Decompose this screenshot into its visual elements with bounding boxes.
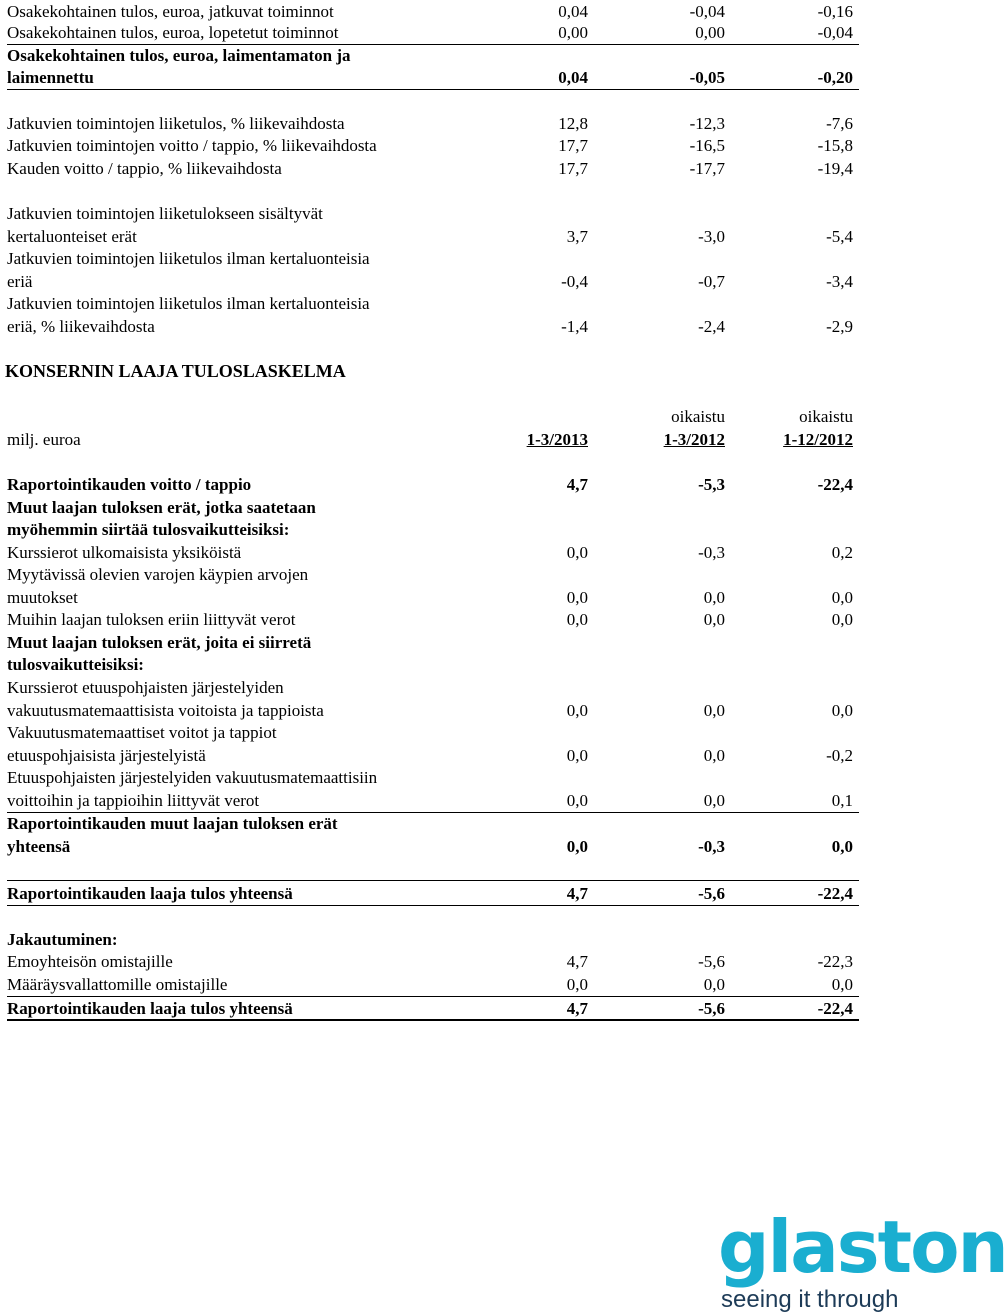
col-header-q1-2013: 1-3/2013 [526,430,588,449]
row-label-cont: eriä, % liikevaihdosta [7,317,155,336]
nonrecurring-row [7,315,859,338]
value-fy-2012: -0,2 [826,746,853,765]
actuarial-tax-row [7,789,859,812]
actuarial-tax-row-line1 [7,766,859,789]
row-label: Myytävissä olevien varojen käypien arvojen [7,565,309,584]
value-q1-2013: 17,7 [558,159,588,178]
glaston-logo [718,1205,1007,1315]
row-label-cont: voittoihin ja tappioihin liittyvät verot [7,791,260,810]
value-q1-2012: 0,0 [703,701,725,720]
row-label: Jatkuvien toimintojen liiketulos, % liikevaihdosta [7,114,345,133]
nonrecurring-row [7,270,859,293]
value-q1-2012: -3,0 [698,227,725,246]
value-fy-2012: -5,4 [826,227,853,246]
logo-tagline: seeing it through [721,1286,899,1313]
value-q1-2012: -5,3 [698,475,725,494]
eps-continuing-row [7,0,859,23]
row-label: Raportointikauden laaja tulos yhteensä [7,884,293,903]
row-label: Jatkuvien toimintojen liiketulos ilman kertaluonteisia [7,294,370,313]
distribution-heading [7,928,859,951]
header-notes-row [7,405,859,428]
value-q1-2012: -0,7 [698,272,725,291]
row-label: Osakekohtainen tulos, euroa, lopetetut toiminnot [7,23,339,42]
noreclass-heading-line2 [7,653,859,676]
eps-total-row-line1 [7,44,859,67]
nonrecurring-row [7,225,859,248]
row-label: Kurssierot etuuspohjaisten järjestelyiden [7,678,284,697]
value-q1-2012: 0,0 [703,746,725,765]
value-q1-2012: -5,6 [698,999,725,1018]
value-q1-2012: -16,5 [689,136,725,155]
col3-note: oikaistu [799,407,853,426]
value-q1-2013: 0,00 [558,23,588,42]
value-fy-2012: -2,9 [826,317,853,336]
value-q1-2013: 4,7 [566,884,588,903]
ratio-row [7,157,859,180]
row-label: Osakekohtainen tulos, euroa, jatkuvat toiminnot [7,2,334,21]
unit-label: milj. euroa [7,430,81,449]
col2-note: oikaistu [671,407,725,426]
value-q1-2013: 0,0 [566,746,588,765]
oci-total-row [7,835,859,858]
row-label: Etuuspohjaisten järjestelyiden vakuutusmatemaattisiin [7,768,378,787]
value-q1-2013: 0,0 [566,701,588,720]
value-q1-2012: 0,00 [695,23,725,42]
fx-pension-row [7,699,859,722]
eps-discontinued-row [7,21,859,44]
row-label: Jakautuminen: [7,930,118,949]
fx-row [7,541,859,564]
noreclass-heading-line1 [7,631,859,654]
col-header-fy-2012: 1-12/2012 [783,430,853,449]
divider [7,880,859,881]
value-q1-2013: 0,0 [566,975,588,994]
row-label: Raportointikauden voitto / tappio [7,475,252,494]
value-q1-2013: 0,0 [566,543,588,562]
row-label: Jatkuvien toimintojen liiketulokseen sisältyvät [7,204,323,223]
row-label: Jatkuvien toimintojen voitto / tappio, % liikevaihdosta [7,136,377,155]
owners-row [7,950,859,973]
row-label: Raportointikauden muut laajan tuloksen erät [7,814,338,833]
row-label: Jatkuvien toimintojen liiketulos ilman kertaluonteisia [7,249,370,268]
value-q1-2013: 0,04 [558,2,588,21]
row-label: Muut laajan tuloksen erät, joita ei siirretä [7,633,312,652]
reclass-heading-line1 [7,496,859,519]
value-fy-2012: 0,0 [831,701,853,720]
row-label-cont: eriä [7,272,33,291]
value-q1-2012: -0,3 [698,837,725,856]
value-fy-2012: -22,4 [817,884,853,903]
value-fy-2012: -0,16 [817,2,853,21]
value-fy-2012: -22,3 [817,952,853,971]
value-q1-2013: 4,7 [566,999,588,1018]
row-label: Määräysvallattomille omistajille [7,975,228,994]
value-q1-2012: -5,6 [698,952,725,971]
total-comprehensive-row [7,882,859,905]
value-q1-2012: -17,7 [689,159,725,178]
row-label-cont: yhteensä [7,837,71,856]
value-q1-2012: -12,3 [689,114,725,133]
logo-wordmark: glaston [718,1205,1007,1289]
reclass-heading-line2 [7,518,859,541]
row-label-cont: muutokset [7,588,78,607]
value-q1-2013: 3,7 [566,227,588,246]
value-q1-2013: 0,0 [566,610,588,629]
actuarial-row-line1 [7,721,859,744]
afs-row-line1 [7,563,859,586]
fx-pension-row-line1 [7,676,859,699]
row-label: Raportointikauden laaja tulos yhteensä [7,999,293,1018]
value-fy-2012: 0,0 [831,837,853,856]
value-fy-2012: -15,8 [817,136,853,155]
tax-row [7,608,859,631]
row-label: Kauden voitto / tappio, % liikevaihdosta [7,159,282,178]
value-q1-2013: 17,7 [558,136,588,155]
col-header-q1-2012: 1-3/2012 [663,430,725,449]
afs-row [7,586,859,609]
row-label: Kurssierot ulkomaisista yksiköistä [7,543,242,562]
value-q1-2013: -0,4 [561,272,588,291]
nonrecurring-row-line1 [7,292,859,315]
value-q1-2012: -0,04 [689,2,725,21]
value-fy-2012: 0,0 [831,975,853,994]
value-q1-2013: 12,8 [558,114,588,133]
value-q1-2013: 0,0 [566,791,588,810]
value-q1-2012: -2,4 [698,317,725,336]
section-heading: KONSERNIN LAAJA TULOSLASKELMA [5,361,346,381]
value-q1-2012: 0,0 [703,975,725,994]
value-fy-2012: -19,4 [817,159,853,178]
row-label: Osakekohtainen tulos, euroa, laimentamaton ja [7,46,351,65]
value-fy-2012: 0,2 [831,543,853,562]
row-label: Muut laajan tuloksen erät, jotka saatetaan [7,498,316,517]
nonrecurring-row-line1 [7,202,859,225]
nonrecurring-row-line1 [7,247,859,270]
value-fy-2012: -0,20 [817,68,853,87]
value-q1-2013: 0,04 [558,68,588,87]
row-label: myöhemmin siirtää tulosvaikutteisiksi: [7,520,290,539]
profit-row [7,473,859,496]
actuarial-row [7,744,859,767]
value-fy-2012: -0,04 [817,23,853,42]
value-q1-2013: 4,7 [566,475,588,494]
value-q1-2012: 0,0 [703,610,725,629]
value-fy-2012: -7,6 [826,114,853,133]
row-label-cont: kertaluonteiset erät [7,227,137,246]
row-label: Muihin laajan tuloksen eriin liittyvät verot [7,610,296,629]
row-label: Emoyhteisön omistajille [7,952,173,971]
value-fy-2012: -22,4 [817,475,853,494]
nci-row [7,973,859,996]
value-fy-2012: -22,4 [817,999,853,1018]
total-comprehensive-row-2 [7,997,859,1020]
value-q1-2012: -5,6 [698,884,725,903]
value-q1-2013: 0,0 [566,588,588,607]
ratio-row [7,112,859,135]
value-fy-2012: -3,4 [826,272,853,291]
value-q1-2012: -0,3 [698,543,725,562]
value-q1-2013: 4,7 [566,952,588,971]
eps-total-row [7,66,859,89]
ratio-row [7,134,859,157]
oci-total-row-line1 [7,812,859,835]
value-q1-2012: 0,0 [703,588,725,607]
value-q1-2012: 0,0 [703,791,725,810]
value-fy-2012: 0,0 [831,588,853,607]
row-label: Vakuutusmatemaattiset voitot ja tappiot [7,723,277,742]
value-q1-2012: -0,05 [689,68,725,87]
row-label-cont: vakuutusmatemaattisista voitoista ja tappioista [7,701,324,720]
value-fy-2012: 0,0 [831,610,853,629]
row-label-cont: laimennettu [7,68,94,87]
row-label-cont: etuuspohjaisista järjestelyistä [7,746,206,765]
row-label: tulosvaikutteisiksi: [7,655,144,674]
value-q1-2013: -1,4 [561,317,588,336]
header-row [7,428,859,451]
value-fy-2012: 0,1 [831,791,853,810]
value-q1-2013: 0,0 [566,837,588,856]
